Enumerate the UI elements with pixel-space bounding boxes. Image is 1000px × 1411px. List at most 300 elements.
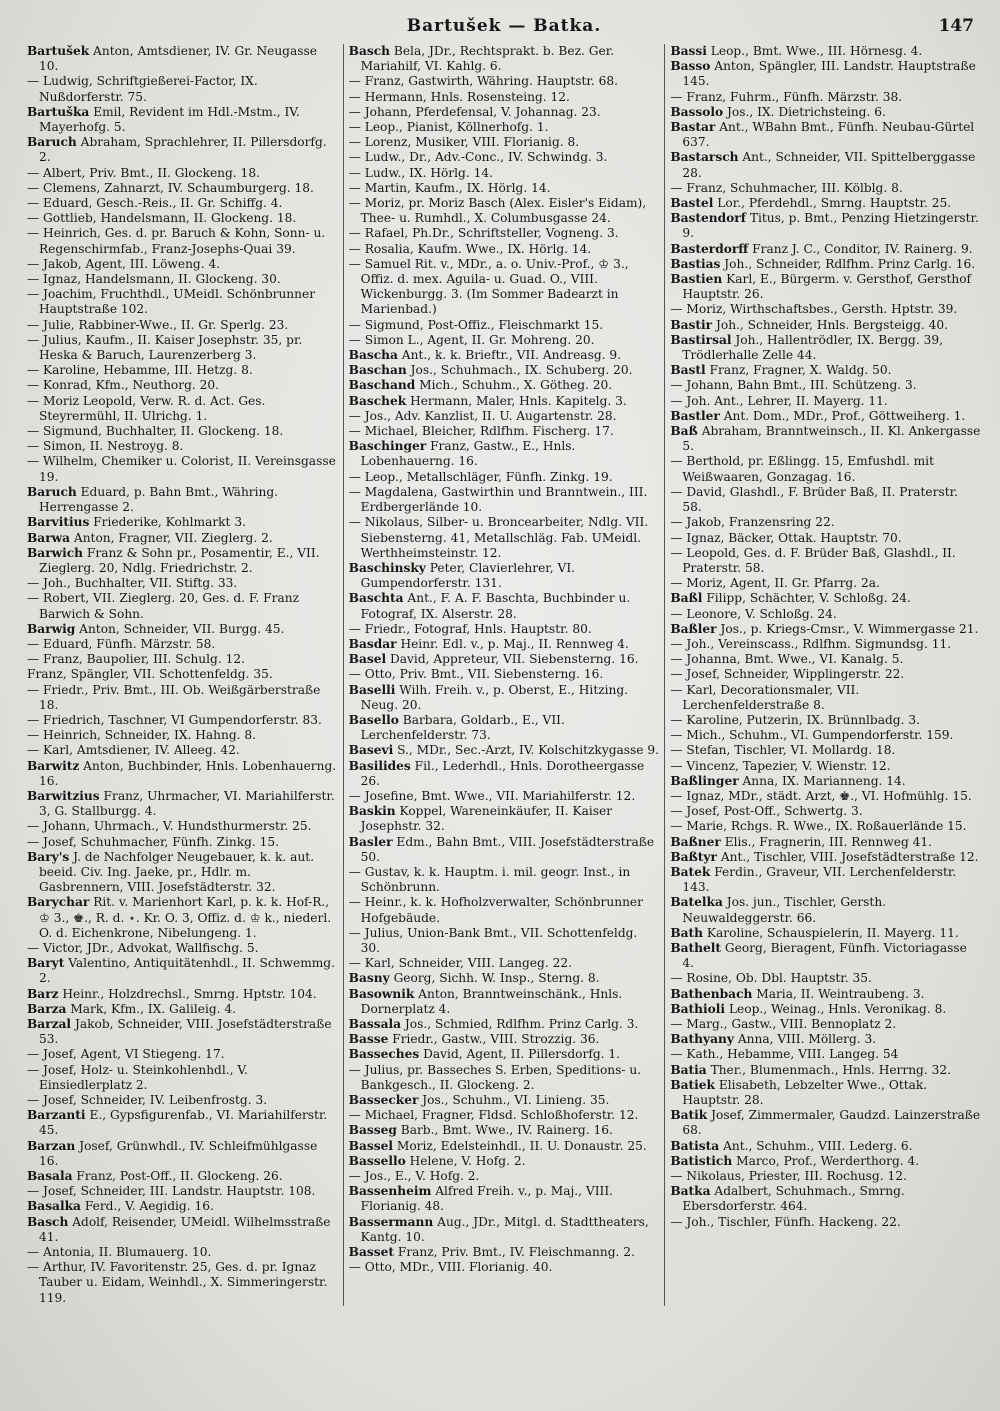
directory-entry [670,713,981,728]
entry-headword: Basel [348,652,387,667]
entry-text: Barb., Bmt. Wwe., IV. Rainerg. 16. [400,1123,613,1138]
directory-entry [349,637,660,652]
entry-headword: Basilides [348,758,411,773]
entry-text: Anna, IX. Marianneng. 14. [742,773,906,788]
entry-text: — Josef, Schneider, III. Landstr. Hauptstr. 108. [27,1184,316,1199]
entry-text: — Marie, Rchgs. R. Wwe., IX. Roßauerlände 15. [670,819,967,834]
directory-entry [27,318,338,333]
entry-text: — Sigmund, Post-Offiz., Fleischmarkt 15. [348,317,604,332]
entry-text: — Heinrich, Ges. d. pr. Baruch & Kohn, Sonn- u. Regenschirmfab., Franz-Josephs-Quai 39. [27,226,326,256]
directory-entry [27,1002,338,1017]
directory-entry [27,74,338,104]
entry-headword: Barwa [27,530,71,545]
entry-text: — Mich., Schuhm., VI. Gumpendorferstr. 159. [670,728,954,743]
entry-headword: Bartušek [27,44,90,58]
directory-entry [349,987,660,1017]
entry-text: — Ignaz, MDr., städt. Arzt, ♚., VI. Hofmühlg. 15. [670,788,972,803]
directory-entry [27,622,338,637]
directory-entry [349,363,660,378]
entry-text: — Clemens, Zahnarzt, IV. Schaumburgerg. 18. [27,180,314,195]
entry-text: Barbara, Goldarb., E., VII. Lerchenfelderstr. 73. [360,712,565,743]
entry-text: Anton, Schneider, VII. Burgg. 45. [79,621,285,636]
directory-entry [670,591,981,606]
entry-headword: Bastler [670,408,720,423]
directory-entry [27,196,338,211]
directory-entry [670,150,981,180]
directory-entry [27,819,338,834]
directory-entry [670,515,981,530]
directory-entry [670,424,981,454]
directory-entry [349,561,660,591]
entry-headword: Basny [348,971,390,986]
entry-text: Ant., k. k. Brieftr., VII. Andreasg. 9. [401,348,622,363]
directory-entry [349,90,660,105]
entry-text: Abraham, Branntweinsch., II. Kl. Ankergasse 5. [682,424,981,454]
entry-text: Anton, Amtsdiener, IV. Gr. Neugasse 10. [39,44,317,74]
entry-text: Ant., F. A. F. Baschta, Buchbinder u. Fotograf, IX. Alserstr. 28. [360,591,631,621]
entry-headword: Basch [348,44,391,58]
directory-entry [349,226,660,241]
entry-text: Lor., Pferdehdl., Smrng. Hauptstr. 25. [717,196,952,211]
entry-headword: Batka [670,1184,711,1199]
directory-entry [349,257,660,318]
directory-entry [349,196,660,226]
directory-entry [670,1215,981,1230]
directory-entry [27,1245,338,1260]
directory-entry [349,485,660,515]
directory-entry [27,1184,338,1199]
directory-entry [27,637,338,652]
entry-headword: Bassala [348,1017,402,1031]
directory-entry [27,835,338,850]
entry-text: Franz J. C., Conditor, IV. Rainerg. 9. [752,241,973,256]
entry-headword: Bassermann [348,1214,434,1229]
entry-text: — Hermann, Hnls. Rosensteing. 12. [348,89,570,104]
entry-text: Fil., Lederhdl., Hnls. Dorotheergasse 26. [360,758,645,788]
entry-text: — Josef, Schuhmacher, Fünfh. Zinkg. 15. [27,834,280,849]
directory-entry [349,1093,660,1108]
entry-text: Abraham, Sprachlehrer, II. Pillersdorfg. 2. [39,135,327,165]
directory-entry [27,1047,338,1062]
directory-entry [349,74,660,89]
entry-headword: Bastarsch [670,150,739,165]
directory-entry [670,454,981,484]
entry-text: — Friedrich, Taschner, VI Gumpendorferstr. 83. [27,712,322,727]
directory-entry [670,242,981,257]
directory-entry [670,1078,981,1108]
entry-headword: Barzanti [27,1108,86,1123]
directory-entry [670,485,981,515]
directory-entry [349,759,660,789]
directory-entry [670,576,981,591]
entry-text: — Heinr., k. k. Hofholzverwalter, Schönbrunner Hofgebäude. [348,895,643,925]
entry-text: Helene, V. Hofg. 2. [409,1153,526,1168]
directory-entry [27,424,338,439]
directory-entry [27,1139,338,1169]
entry-text: Edm., Bahn Bmt., VIII. Josefstädterstraße 50. [360,834,655,864]
directory-entry [670,895,981,925]
directory-entry [27,987,338,1002]
directory-entry [349,835,660,865]
entry-text: — Leonore, V. Schloßg. 24. [670,606,837,621]
entry-headword: Bath [670,925,704,940]
directory-entry [670,1017,981,1032]
directory-entry [349,150,660,165]
entry-headword: Baschek [348,393,407,408]
directory-entry [670,1139,981,1154]
entry-text: David, Appreteur, VII. Siebensterng. 16. [390,652,639,667]
entry-headword: Basello [348,712,399,727]
entry-text: Josef, Grünwhdl., IV. Schleifmühlgasse 16. [39,1138,318,1168]
entry-text: Maria, II. Weintraubeng. 3. [756,986,925,1001]
directory-entry [27,135,338,165]
entry-text: — Josef, Post-Off., Schwertg. 3. [670,804,863,819]
directory-entry [27,439,338,454]
directory-entry [349,333,660,348]
directory-entry [349,242,660,257]
directory-entry [670,59,981,89]
entry-text: — Josef, Schneider, IV. Leibenfrostg. 3. [27,1093,268,1108]
entry-text: Mich., Schuhm., X. Götheg. 20. [419,378,613,393]
entry-headword: Baschinger [348,439,427,454]
entry-text: — Albert, Priv. Bmt., II. Glockeng. 18. [27,165,260,180]
entry-text: — Magdalena, Gastwirthin und Branntwein., III. Erdbergerlände 10. [348,484,648,515]
entry-text: J. de Nachfolger Neugebauer, k. k. aut. beeid. Civ. Ing. Jaeke, pr., Hdlr. m. Gasbrennern, VIII. Josefstädterstr. 32. [39,849,315,895]
entry-text: — Simon, II. Nestroyg. 8. [27,439,184,454]
entry-text: Ferd., V. Aegidig. 16. [84,1199,214,1214]
entry-headword: Bassecker [348,1093,419,1108]
directory-entry [27,956,338,986]
entry-headword: Batik [670,1108,708,1123]
directory-entry [349,1169,660,1184]
entry-text: — Otto, MDr., VIII. Florianig. 40. [348,1260,553,1275]
directory-entry [670,211,981,241]
entry-text: — Joh. Ant., Lehrer, II. Mayerg. 11. [670,393,888,408]
directory-entry [670,926,981,941]
entry-text: — Friedr., Priv. Bmt., III. Ob. Weißgärberstraße 18. [27,682,321,712]
entry-text: Anton, Branntweinschänk., Hnls. Dornerplatz 4. [360,986,623,1016]
directory-entry [670,971,981,986]
entry-headword: Bastel [670,196,714,211]
entry-headword: Baßtyr [670,849,717,864]
directory-entry [27,1063,338,1093]
directory-entry [349,1017,660,1032]
entry-text: — Victor, JDr., Advokat, Wallfischg. 5. [27,940,259,955]
entry-headword: Basseches [348,1047,420,1062]
directory-entry [349,1123,660,1138]
entry-text: — Robert, VII. Zieglerg. 20, Ges. d. F. Franz Barwich & Sohn. [27,591,299,621]
entry-text: Heinr., Holzdrechsl., Smrng. Hptstr. 104. [62,986,317,1001]
entry-text: Franz, Fragner, X. Waldg. 50. [709,363,892,378]
directory-entry [349,1108,660,1123]
entry-text: — Moriz, Wirthschaftsbes., Gersth. Hptstr. 39. [670,302,958,317]
directory-entry [27,1199,338,1214]
directory-entry [349,515,660,561]
directory-entry [27,515,338,530]
directory-entry [670,941,981,971]
entry-text: — Ignaz, Bäcker, Ottak. Hauptstr. 70. [670,530,902,545]
entry-text: — Nikolaus, Priester, III. Rochusg. 12. [670,1169,907,1184]
directory-entry [27,591,338,621]
entry-headword: Basownik [348,986,415,1001]
directory-entry [27,759,338,789]
entry-text: — Karoline, Hebamme, III. Hetzg. 8. [27,363,253,378]
entry-text: Anna, VIII. Möllerg. 3. [737,1032,877,1047]
entry-text: Eduard, p. Bahn Bmt., Währing. Herrengasse 2. [39,484,279,515]
entry-text: David, Agent, II. Pillersdorfg. 1. [423,1047,621,1062]
directory-entry [670,105,981,120]
entry-text: — Julie, Rabbiner-Wwe., II. Gr. Sperlg. 23. [27,317,289,332]
entry-text: Leop., Weinag., Hnls. Veronikag. 8. [728,1001,947,1016]
directory-entry [349,1184,660,1214]
directory-entry [27,226,338,256]
entry-headword: Barz [27,986,59,1001]
directory-entry [349,424,660,439]
directory-entry [670,804,981,819]
entry-text: — Joachim, Fruchthdl., UMeidl. Schönbrunner Hauptstraße 102. [27,287,316,317]
entry-headword: Bathyany [670,1032,734,1047]
directory-entry [349,439,660,469]
entry-text: — Heinrich, Schneider, IX. Hahng. 8. [27,728,257,743]
entry-text: Mark, Kfm., IX. Galileig. 4. [70,1001,237,1016]
directory-entry [670,409,981,424]
entry-text: — Otto, Priv. Bmt., VII. Siebensterng. 16. [348,667,604,682]
entry-headword: Barvitius [27,515,90,530]
directory-entry [27,1017,338,1047]
entry-text: — Franz, Baupolier, III. Schulg. 12. [27,652,245,667]
entry-text: — Leopold, Ges. d. F. Brüder Baß, Glashdl., II. Praterstr. 58. [670,545,956,575]
directory-entry [27,576,338,591]
entry-text: — Julius, pr. Basseches S. Erben, Speditions- u. Bankgesch., II. Glockeng. 2. [348,1062,642,1092]
entry-headword: Bathelt [670,940,722,955]
entry-text: — Jakob, Franzensring 22. [670,515,835,530]
entry-headword: Baßl [670,591,703,606]
entry-text: Hermann, Maler, Hnls. Kapitelg. 3. [410,393,627,408]
entry-text: Ant. Dom., MDr., Prof., Göttweiherg. 1. [723,408,966,423]
directory-entry [670,302,981,317]
directory-entry [670,774,981,789]
entry-text: Georg, Sichh. W. Insp., Sterng. 8. [393,971,600,986]
entry-headword: Basse [348,1032,389,1047]
entry-text: — Michael, Bleicher, Rdlfhm. Fischerg. 17. [348,424,614,439]
directory-entry [670,120,981,150]
directory-entry [349,409,660,424]
directory-entry [27,181,338,196]
entry-text: — Joh., Tischler, Fünfh. Hackeng. 22. [670,1214,901,1229]
directory-entry [27,211,338,226]
entry-text: Georg, Bieragent, Fünfh. Victoriagasse 4. [682,940,967,971]
entry-text: — Wilhelm, Chemiker u. Colorist, II. Vereinsgasse 19. [27,454,336,484]
entry-text: — Marg., Gastw., VIII. Bennoplatz 2. [670,1017,897,1031]
entry-headword: Baschinsky [348,560,426,575]
directory-entry [349,470,660,485]
entry-text: — Leop., Metallschläger, Fünfh. Zinkg. 19. [348,469,613,484]
entry-headword: Bastir [670,317,713,332]
entry-headword: Basch [27,1214,69,1229]
directory-entry [670,1002,981,1017]
entry-headword: Basalka [27,1199,81,1214]
directory-entry [349,789,660,804]
entry-text: — Josefine, Bmt. Wwe., VII. Mariahilferstr. 12. [348,788,636,803]
directory-entry [670,819,981,834]
entry-text: — Antonia, II. Blumauerg. 10. [27,1245,212,1260]
entry-text: — Franz, Schuhmacher, III. Kölblg. 8. [670,180,903,195]
directory-entry [670,850,981,865]
entry-text: E., Gypsfigurenfab., VI. Mariahilferstr. 45. [39,1108,328,1138]
directory-entry [349,804,660,834]
directory-entry [27,1108,338,1138]
entry-text: Koppel, Wareneinkäufer, II. Kaiser Josephstr. 32. [360,804,613,834]
directory-entry [349,743,660,758]
entry-headword: Batista [670,1138,720,1153]
entry-headword: Basdar [348,636,397,651]
entry-headword: Baßner [670,834,721,849]
entry-headword: Basterdorff [670,241,749,256]
directory-entry [349,1245,660,1260]
directory-entry [670,1108,981,1138]
directory-entry [349,44,660,74]
directory-entry [349,652,660,667]
directory-entry [670,728,981,743]
entry-text: Franz, Spängler, VII. Schottenfeldg. 35. [27,667,273,682]
entry-headword: Bassenheim [348,1184,432,1199]
entry-text: Jos. jun., Tischler, Gersth. Neuwaldeggerstr. 66. [682,895,887,925]
directory-entry [670,865,981,895]
directory-entry [27,728,338,743]
directory-entry [27,667,338,682]
directory-entry [27,850,338,896]
entry-headword: Bascha [348,348,398,363]
entry-text: — Arthur, IV. Favoritenstr. 25, Ges. d. pr. Ignaz Tauber u. Eidam, Weinhdl., X. Simmeringerstr. 119. [27,1260,328,1305]
directory-entry [349,348,660,363]
directory-entry [670,1169,981,1184]
directory-entry [670,1063,981,1078]
entry-headword: Basler [348,834,393,849]
entry-text: S., MDr., Sec.-Arzt, IV. Kolschitzkygasse 9. [397,743,659,758]
directory-entry [670,759,981,774]
entry-text: — Simon L., Agent, II. Gr. Mohreng. 20. [348,332,595,347]
entry-headword: Barza [27,1001,67,1016]
entry-text: Adolf, Reisender, UMeidl. Wilhelmsstraße 41. [39,1214,331,1244]
entry-headword: Bassello [348,1153,406,1168]
entry-text: Adalbert, Schuhmach., Smrng. Ebersdorferstr. 464. [682,1184,905,1214]
entry-text: Anton, Fragner, VII. Zieglerg. 2. [73,530,273,545]
entry-text: — Vincenz, Tapezier, V. Wienstr. 12. [670,758,891,773]
entry-text: Jos., IX. Dietrichsteing. 6. [727,104,886,119]
entry-text: — Ludw., IX. Hörlg. 14. [348,165,493,180]
entry-headword: Bassolo [670,104,724,119]
directory-entry [349,120,660,135]
directory-entry [27,333,338,363]
directory-entry [349,1063,660,1093]
directory-entry [670,546,981,576]
directory-entry [670,196,981,211]
entry-text: — Ludw., Dr., Adv.-Conc., IV. Schwindg. 3. [348,150,608,165]
directory-entry [349,865,660,895]
entry-text: — Jakob, Agent, III. Löweng. 4. [27,256,221,271]
entry-text: Wilh. Freih. v., p. Oberst, E., Hitzing. Neug. 20. [360,682,629,712]
entry-text: Elisabeth, Lebzelter Wwe., Ottak. Hauptstr. 28. [682,1077,928,1108]
entry-text: — Moriz, pr. Moriz Basch (Alex. Eisler's Eidam), Thee- u. Rumhdl., X. Columbusgasse 24. [348,196,647,226]
entry-text: — Rafael, Ph.Dr., Schriftsteller, Vogneng. 3. [348,226,619,241]
entry-text: — Johann, Bahn Bmt., III. Schützeng. 3. [670,378,917,393]
directory-entry [349,1215,660,1245]
entry-text: Aug., JDr., Mitgl. d. Stadttheaters, Kantg. 10. [360,1214,649,1244]
directory-entry [670,835,981,850]
directory-entry [670,318,981,333]
entry-text: Franz & Sohn pr., Posamentir, E., VII. Zieglerg. 20, Ndlg. Friedrichstr. 2. [39,545,320,575]
entry-headword: Bastirsal [670,332,732,347]
entry-text: — Johann, Pferdefensal, V. Johannag. 23. [348,104,601,119]
entry-text: Jos., Schuhmach., IX. Schuberg. 20. [410,363,633,378]
entry-text: — Konrad, Kfm., Neuthorg. 20. [27,378,220,393]
directory-entry [670,789,981,804]
entry-text: Ant., Tischler, VIII. Josefstädterstraße 12. [720,849,979,864]
directory-entry [27,1093,338,1108]
entry-text: — Michael, Fragner, Fldsd. Schloßhoferstr. 12. [348,1108,639,1123]
directory-entry [670,531,981,546]
entry-headword: Bartuška [27,104,90,119]
directory-entry [27,378,338,393]
entry-text: — Stefan, Tischler, VI. Mollardg. 18. [670,743,896,758]
directory-entry [349,683,660,713]
entry-text: — Lorenz, Musiker, VIII. Florianig. 8. [348,135,580,150]
entry-text: — Karl, Schneider, VIII. Langeg. 22. [348,956,572,971]
directory-entry [670,652,981,667]
entry-headword: Baskin [348,804,396,819]
directory-entry [349,971,660,986]
page-number: 147 [938,16,974,36]
entry-text: Ant., Schneider, VII. Spittelberggasse 28. [682,150,976,180]
entry-text: Elis., Fragnerin, III. Rennweg 41. [724,834,933,849]
entry-text: Josef, Zimmermaler, Gaudzd. Lainzerstraße 68. [682,1108,981,1138]
entry-text: — Karl, Amtsdiener, IV. Alleeg. 42. [27,743,240,758]
directory-entry [670,1184,981,1214]
directory-entry [27,394,338,424]
directory-entry [27,166,338,181]
entry-text: — Berthold, pr. Eßlingg. 15, Emfushdl. mit Weißwaaren, Gonzagag. 16. [670,454,934,484]
entry-text: — Karl, Decorationsmaler, VII. Lerchenfelderstraße 8. [670,682,860,712]
directory-entry [349,166,660,181]
entry-text: — Josef, Holz- u. Steinkohlenhdl., V. Einsiedlerplatz 2. [27,1062,248,1092]
running-head: Bartušek — Batka. [406,16,602,36]
entry-text: Jos., Schuhm., VI. Linieng. 35. [422,1093,610,1108]
entry-text: — Sigmund, Buchhalter, II. Glockeng. 18. [27,424,284,439]
directory-entry [27,546,338,576]
directory-entry [670,90,981,105]
directory-entry [670,743,981,758]
entry-headword: Barychar [27,895,90,910]
directory-entry [670,667,981,682]
directory-entry [349,895,660,925]
entry-text: Rit. v. Marienhort Karl, p. k. k. Hof-R., ♔ 3., ♚., R. d. ⋆. Kr. O. 3, Offiz. d. ♔ k., niederl. O. d. Eichenkrone, Nibelungeng. 1. [39,895,332,940]
directory-entry [27,683,338,713]
entry-headword: Baschand [348,378,416,393]
directory-entry [27,105,338,135]
directory-entry [349,713,660,743]
entry-text: — Josef, Schneider, Wipplingerstr. 22. [670,667,905,682]
directory-entry [670,1154,981,1169]
column-2 [343,44,665,1306]
directory-entry [349,1032,660,1047]
entry-text: Karl, E., Bürgerm. v. Gersthof, Gersthof Hauptstr. 26. [682,272,972,302]
entry-headword: Barwitzius [27,788,100,803]
entry-headword: Bastendorf [670,211,746,226]
entry-text: Friederike, Kohlmarkt 3. [93,515,246,530]
entry-headword: Batiek [670,1077,715,1092]
entry-text: Ant., Schuhm., VIII. Lederg. 6. [723,1138,913,1153]
directory-entry [670,363,981,378]
